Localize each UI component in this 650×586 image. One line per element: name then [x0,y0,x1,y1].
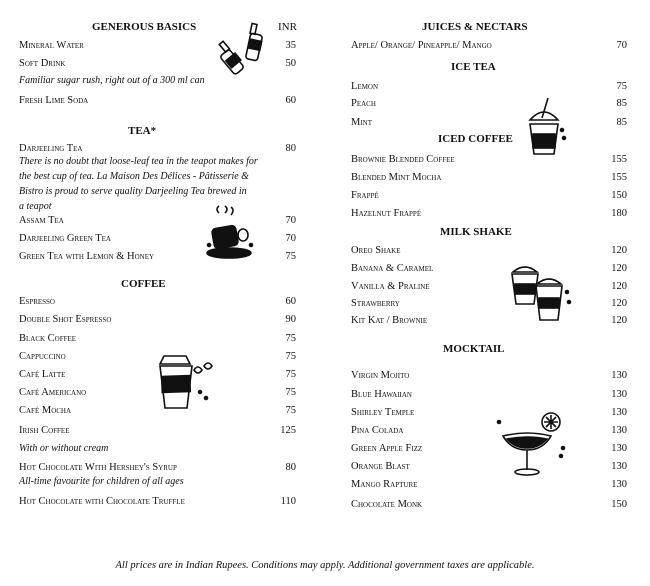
menu-item [19,94,296,108]
menu-item [19,295,296,309]
item-name: Virgin Mojito [351,370,410,381]
item-price: 110 [280,496,296,507]
item-price: 130 [611,461,627,472]
menu-item [351,314,627,328]
item-name: Café Americano [19,387,87,398]
section-title-coffee: COFFEE [121,278,166,290]
item-name: Orange Blast [351,461,410,472]
item-price: 85 [616,117,627,128]
menu-item [351,388,627,402]
item-price: 85 [616,98,627,109]
item-price: 35 [285,40,296,51]
item-name: Lemon [351,81,379,92]
menu-item [351,189,627,203]
item-price: 120 [611,315,627,326]
item-price: 150 [611,190,627,201]
item-name: Apple/ Orange/ Pineapple/ Mango [351,40,492,51]
menu-item [351,207,627,221]
item-price: 50 [285,58,296,69]
item-price: 60 [285,296,296,307]
item-price: 80 [285,462,296,473]
item-name: Espresso [19,296,55,307]
item-price: 130 [611,479,627,490]
item-price: 80 [285,143,296,154]
item-price: 75 [616,81,627,92]
item-name: Green Tea with Lemon & Honey [19,251,155,262]
note-line: a teapot [19,201,52,212]
item-price: 70 [616,40,627,51]
menu-item [19,313,296,327]
item-name: Hazelnut Frappé [351,208,422,219]
item-name: Mint [351,117,372,128]
item-name: Hot Chocolate With Hershey's Syrup [19,462,177,473]
menu-item [351,424,627,438]
menu-item [351,262,627,276]
cocktail-glass-illustration [495,408,575,482]
coffee-cup-illustration [150,352,218,414]
item-name: Café Latte [19,369,66,380]
item-price: 130 [611,443,627,454]
menu-item [351,478,627,492]
menu-item [351,406,627,420]
item-price: 130 [611,425,627,436]
item-price: 70 [285,215,296,226]
item-price: 75 [285,251,296,262]
item-name: Shirley Temple [351,407,415,418]
menu-item [351,171,627,185]
item-name: Irish Coffee [19,425,70,436]
item-name: Fresh Lime Soda [19,95,89,106]
note-line: There is no doubt that loose-leaf tea in the teapot makes for [19,156,258,167]
item-price: 155 [611,154,627,165]
item-name: Soft Drink [19,58,66,69]
item-name: Oreo Shake [351,245,401,256]
item-name: Frappé [351,190,379,201]
item-name: Banana & Caramel [351,263,434,274]
item-note: All-time favourite for children of all ages [19,476,184,487]
section-title-mocktail: MOCKTAIL [443,343,505,355]
section-title-milk-shake: MILK SHAKE [440,226,512,238]
item-name: Café Mocha [19,405,72,416]
item-note: Familiar sugar rush, right out of a 300 ml can [19,75,205,86]
item-price: 180 [611,208,627,219]
item-name: Mango Rapture [351,479,418,490]
milkshake-illustration [505,262,575,326]
item-price: 150 [611,499,627,510]
footer-disclaimer: All prices are in Indian Rupees. Conditions may apply. Additional government taxes are applicable. [115,560,535,571]
item-price: 75 [285,351,296,362]
item-name: Blue Hawaiian [351,389,412,400]
menu-item [351,116,627,130]
item-price: 130 [611,370,627,381]
menu-item [351,460,627,474]
menu-item [351,153,627,167]
item-price: 75 [285,333,296,344]
item-price: 90 [285,314,296,325]
menu-item [351,498,627,512]
menu-item [351,39,627,53]
item-price: 130 [611,407,627,418]
item-name: Double Shot Espresso [19,314,112,325]
section-title-tea: TEA* [128,125,157,137]
menu-item [351,369,627,383]
item-name: Vanilla & Praline [351,281,430,292]
item-price: 70 [285,233,296,244]
item-name: Strawberry [351,298,400,309]
menu-item [351,80,627,94]
item-name: Darjeeling Green Tea [19,233,111,244]
note-line: the best cup of tea. La Maison Des Délices - Pâtisserie & [19,171,249,182]
item-price: 125 [280,425,296,436]
item-name: Mineral Water [19,40,84,51]
item-name: Chocolate Monk [351,499,423,510]
item-price: 155 [611,172,627,183]
item-price: 60 [285,95,296,106]
item-price: 120 [611,245,627,256]
item-name: Assam Tea [19,215,64,226]
section-title-juices: JUICES & NECTARS [422,21,528,33]
item-price: 75 [285,405,296,416]
note-line: Bistro is proud to serve quality Darjeeling Tea brewed in [19,186,247,197]
item-note: With or without cream [19,443,109,454]
menu-item [351,442,627,456]
item-name: Kit Kat / Brownie [351,315,428,326]
item-name: Darjeeling Tea [19,143,83,154]
bottles-illustration [218,20,270,80]
section-title-ice-tea: ICE TEA [451,61,496,73]
item-name: Blended Mint Mocha [351,172,442,183]
item-name: Peach [351,98,376,109]
item-name: Black Coffee [19,333,77,344]
currency-header: INR [278,21,297,33]
item-price: 75 [285,369,296,380]
menu-item [351,280,627,294]
section-title-iced-coffee: ICED COFFEE [438,133,513,145]
menu-item [19,332,296,346]
item-name: Hot Chocolate with Chocolate Truffle [19,496,185,507]
item-price: 130 [611,389,627,400]
item-price: 120 [611,263,627,274]
section-title-generous-basics: GENEROUS BASICS [92,21,197,33]
item-name: Cappuccino [19,351,66,362]
menu-item [351,297,627,311]
item-price: 120 [611,298,627,309]
menu-item [19,495,296,509]
item-price: 75 [285,387,296,398]
menu-item [351,97,627,111]
tea-cup-illustration [205,205,257,263]
item-name: Green Apple Fizz [351,443,423,454]
item-price: 120 [611,281,627,292]
menu-item [351,244,627,258]
item-name: Brownie Blended Coffee [351,154,455,165]
item-name: Pina Colada [351,425,404,436]
menu-item [19,424,296,438]
